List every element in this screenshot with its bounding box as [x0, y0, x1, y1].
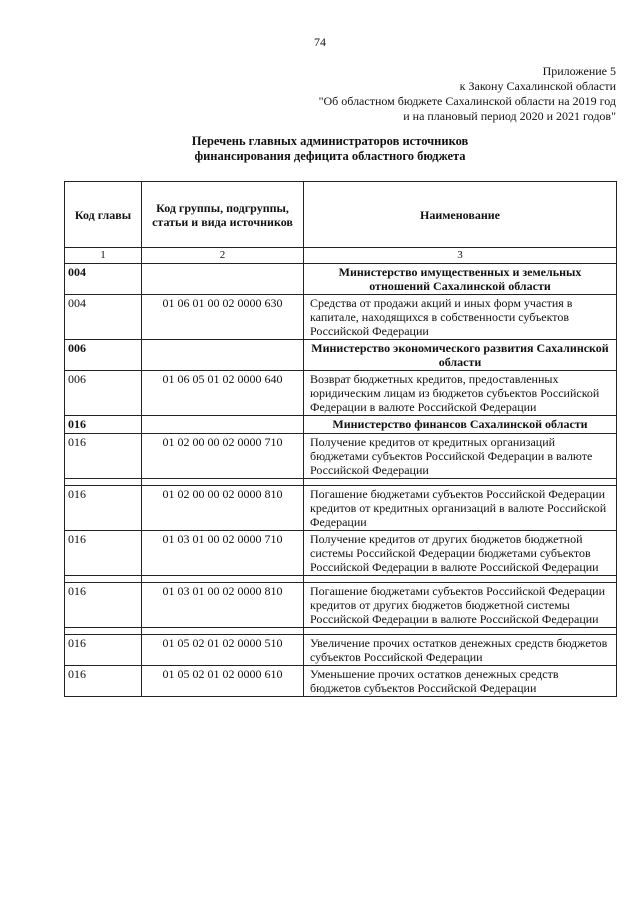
row-name: Получение кредитов от кредитных организаций бюджетами субъектов Российской Федерации в валюте Российской Федерации — [304, 434, 617, 479]
ministry-row — [65, 264, 617, 295]
column-number-row — [65, 248, 617, 264]
row-group-code: 01 03 01 00 02 0000 710 — [142, 531, 304, 576]
table-header-row — [65, 182, 617, 248]
spacer-cell — [304, 576, 617, 583]
spacer-cell — [142, 628, 304, 635]
spacer-cell — [65, 479, 142, 486]
ministry-row — [65, 340, 617, 371]
spacer-cell — [142, 576, 304, 583]
table-row — [65, 486, 617, 531]
ministry-row — [65, 416, 617, 434]
spacer-cell — [304, 479, 617, 486]
row-group-code: 01 03 01 00 02 0000 810 — [142, 583, 304, 628]
page-number: 74 — [314, 35, 326, 49]
row-group-code: 01 05 02 01 02 0000 610 — [142, 666, 304, 697]
row-group-code: 01 06 05 01 02 0000 640 — [142, 371, 304, 416]
row-name: Министерство финансов Сахалинской области — [304, 416, 617, 434]
row-spacer — [65, 479, 617, 486]
appendix-note — [319, 64, 616, 124]
spacer-cell — [142, 479, 304, 486]
col-number: 3 — [304, 248, 617, 264]
row-code: 016 — [65, 635, 142, 666]
table-row — [65, 371, 617, 416]
table-row — [65, 583, 617, 628]
appendix-line: "Об областном бюджете Сахалинской области на 2019 год — [318, 94, 616, 108]
row-code: 016 — [65, 434, 142, 479]
row-name: Погашение бюджетами субъектов Российской Федерации кредитов от других бюджетов бюджетной системы Российской Федерации в валюте Российской Федерации — [304, 583, 617, 628]
spacer-cell — [65, 576, 142, 583]
row-name: Министерство имущественных и земельных отношений Сахалинской области — [304, 264, 617, 295]
spacer-cell — [304, 628, 617, 635]
row-code: 016 — [65, 416, 142, 434]
row-group-code: 01 05 02 01 02 0000 510 — [142, 635, 304, 666]
title-line: финансирования дефицита областного бюджета — [194, 149, 466, 163]
row-name: Погашение бюджетами субъектов Российской Федерации кредитов от кредитных организаций в валюте Российской Федерации — [304, 486, 617, 531]
row-spacer — [65, 628, 617, 635]
row-code: 016 — [65, 531, 142, 576]
row-name: Средства от продажи акций и иных форм участия в капитале, находящихся в собственности субъектов Российской Федерации — [304, 295, 617, 340]
row-code: 016 — [65, 666, 142, 697]
table-row — [65, 531, 617, 576]
col-number: 2 — [142, 248, 304, 264]
row-name: Уменьшение прочих остатков денежных средств бюджетов субъектов Российской Федерации — [304, 666, 617, 697]
row-code: 006 — [65, 371, 142, 416]
row-code: 004 — [65, 264, 142, 295]
row-spacer — [65, 576, 617, 583]
col-number: 1 — [65, 248, 142, 264]
title-line: Перечень главных администраторов источников — [191, 134, 469, 148]
appendix-line: и на плановый период 2020 и 2021 годов" — [403, 109, 616, 123]
row-group-code — [142, 416, 304, 434]
table-row — [65, 635, 617, 666]
table-row — [65, 295, 617, 340]
row-group-code — [142, 264, 304, 295]
row-code: 006 — [65, 340, 142, 371]
administrators-table — [64, 181, 617, 697]
appendix-line: к Закону Сахалинской области — [459, 79, 616, 93]
row-name: Министерство экономического развития Сахалинской области — [304, 340, 617, 371]
row-group-code: 01 06 01 00 02 0000 630 — [142, 295, 304, 340]
spacer-cell — [65, 628, 142, 635]
row-name: Получение кредитов от других бюджетов бюджетной системы Российской Федерации бюджетами субъектов Российской Федерации в валюте Российской Федерации — [304, 531, 617, 576]
header-group: Код группы, подгруппы, статьи и вида источников — [142, 182, 304, 248]
appendix-line: Приложение 5 — [542, 64, 616, 78]
row-code: 004 — [65, 295, 142, 340]
header-code: Код главы — [65, 182, 142, 248]
row-group-code: 01 02 00 00 02 0000 810 — [142, 486, 304, 531]
header-name: Наименование — [304, 182, 617, 248]
row-group-code: 01 02 00 00 02 0000 710 — [142, 434, 304, 479]
row-name: Возврат бюджетных кредитов, предоставленных юридическим лицам из бюджетов субъектов Российской Федерации в валюте Российской Федерации — [304, 371, 617, 416]
row-name: Увеличение прочих остатков денежных средств бюджетов субъектов Российской Федерации — [304, 635, 617, 666]
table-row — [65, 666, 617, 697]
document-title — [60, 134, 600, 164]
row-code: 016 — [65, 486, 142, 531]
row-group-code — [142, 340, 304, 371]
table-row — [65, 434, 617, 479]
row-code: 016 — [65, 583, 142, 628]
